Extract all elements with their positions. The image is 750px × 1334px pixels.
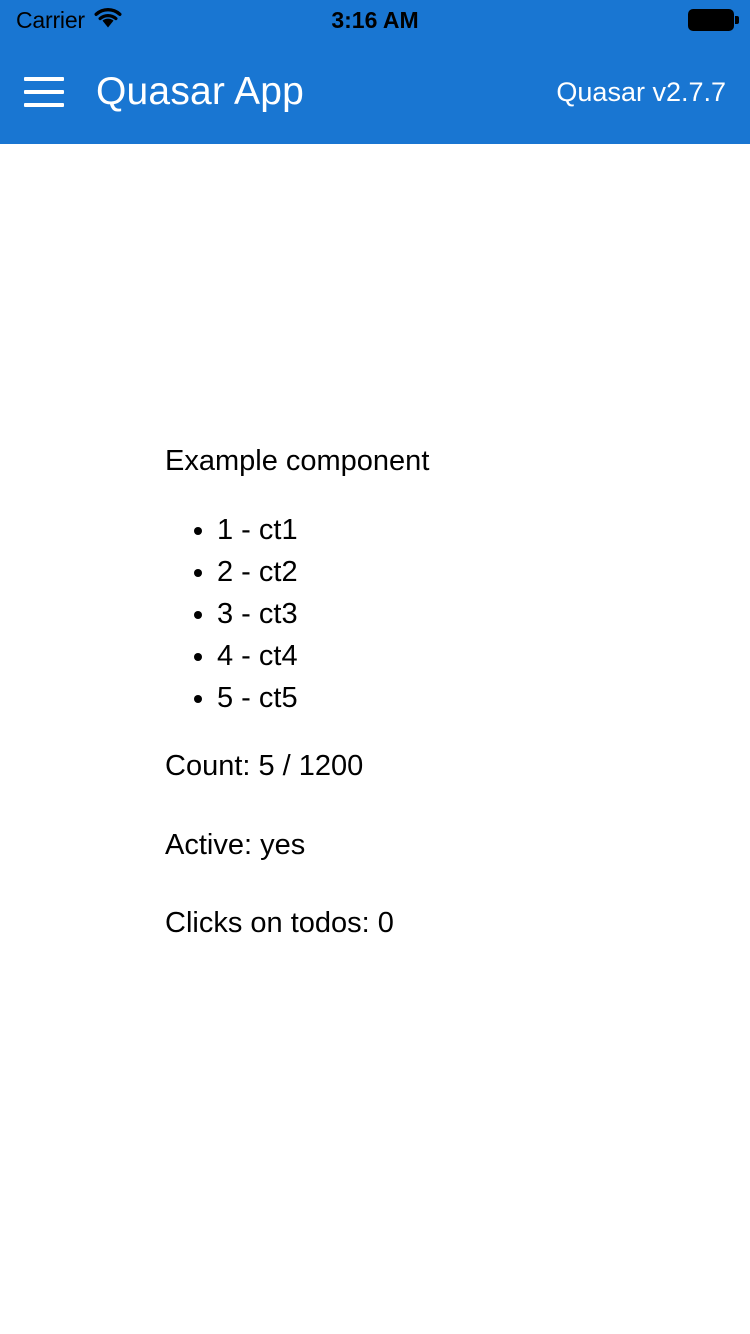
toolbar-version-label: Quasar v2.7.7 <box>556 76 726 107</box>
status-bar-time: 3:16 AM <box>331 6 419 33</box>
list-item[interactable]: • 5 - ct5 <box>217 677 585 719</box>
status-bar <box>0 0 750 40</box>
menu-bar-1 <box>24 77 64 81</box>
battery-full-icon <box>688 9 734 31</box>
list-item[interactable]: • 3 - ct3 <box>217 593 585 635</box>
todo-list <box>217 509 585 719</box>
count-line: Count: 5 / 1200 <box>165 749 364 782</box>
list-item[interactable]: • 2 - ct2 <box>217 551 585 593</box>
list-item[interactable]: • 1 - ct1 <box>217 509 585 551</box>
status-bar-left <box>16 7 123 34</box>
carrier-label: Carrier <box>16 6 85 33</box>
active-line: Active: yes <box>165 828 306 861</box>
page-title: Quasar App <box>96 70 304 113</box>
wifi-icon <box>93 7 123 34</box>
menu-bar-2 <box>24 90 64 94</box>
list-item[interactable]: • 4 - ct4 <box>217 635 585 677</box>
hamburger-menu-icon[interactable] <box>24 66 76 118</box>
clicks-line: Clicks on todos: 0 <box>165 907 394 940</box>
page-container <box>0 144 750 1334</box>
menu-bar-3 <box>24 103 64 107</box>
example-component <box>165 444 585 941</box>
component-title: Example component <box>165 445 430 477</box>
app-toolbar <box>0 40 750 144</box>
status-bar-right <box>688 9 734 31</box>
